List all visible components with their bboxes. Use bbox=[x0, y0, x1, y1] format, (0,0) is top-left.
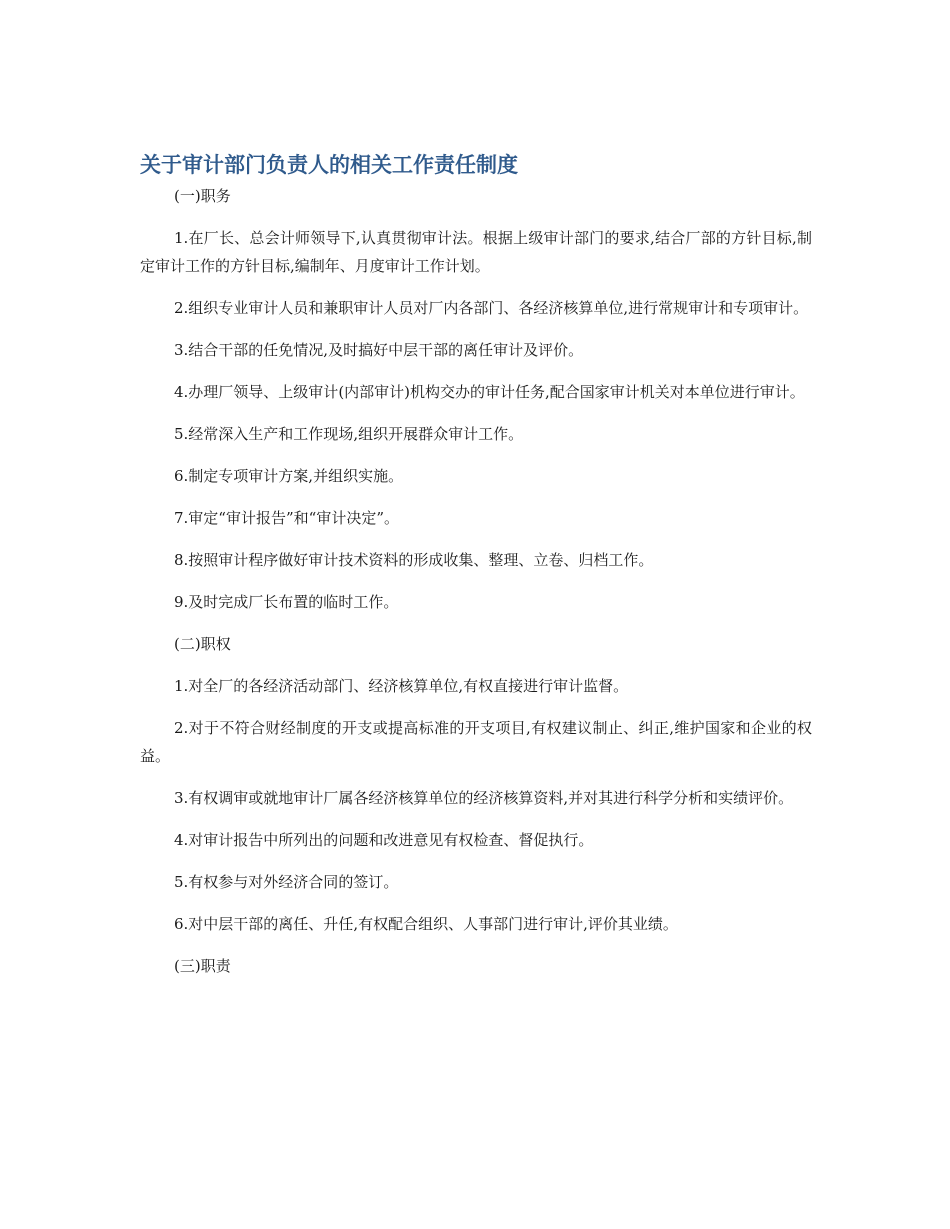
paragraph: 1.在厂长、总会计师领导下,认真贯彻审计法。根据上级审计部门的要求,结合厂部的方针目标,制定审计工作的方针目标,编制年、月度审计工作计划。 bbox=[140, 229, 812, 275]
paragraph: 3.结合干部的任免情况,及时搞好中层干部的离任审计及评价。 bbox=[174, 341, 584, 359]
paragraph: 1.对全厂的各经济活动部门、经济核算单位,有权直接进行审计监督。 bbox=[174, 677, 629, 695]
section-heading-powers: (二)职权 bbox=[174, 635, 231, 653]
paragraph: 6.对中层干部的离任、升任,有权配合组织、人事部门进行审计,评价其业绩。 bbox=[174, 915, 678, 933]
section-heading-duties: (一)职务 bbox=[174, 187, 231, 205]
section-heading-responsibilities: (三)职责 bbox=[174, 957, 231, 975]
paragraph: 2.组织专业审计人员和兼职审计人员对厂内各部门、各经济核算单位,进行常规审计和专项审计。 bbox=[174, 299, 809, 317]
paragraph: 9.及时完成厂长布置的临时工作。 bbox=[174, 593, 399, 611]
paragraph: 5.经常深入生产和工作现场,组织开展群众审计工作。 bbox=[174, 425, 524, 443]
paragraph: 4.对审计报告中所列出的问题和改进意见有权检查、督促执行。 bbox=[174, 831, 594, 849]
paragraph: 2.对于不符合财经制度的开支或提高标准的开支项目,有权建议制止、纠正,维护国家和企业的权益。 bbox=[140, 719, 812, 765]
paragraph: 5.有权参与对外经济合同的签订。 bbox=[174, 873, 399, 891]
paragraph: 3.有权调审或就地审计厂属各经济核算单位的经济核算资料,并对其进行科学分析和实绩评价。 bbox=[174, 789, 794, 807]
paragraph: 7.审定“审计报告”和“审计决定”。 bbox=[174, 509, 399, 527]
paragraph: 6.制定专项审计方案,并组织实施。 bbox=[174, 467, 404, 485]
document-body bbox=[140, 182, 812, 994]
document-title: 关于审计部门负责人的相关工作责任制度 bbox=[140, 153, 518, 177]
paragraph: 4.办理厂领导、上级审计(内部审计)机构交办的审计任务,配合国家审计机关对本单位进行审计。 bbox=[174, 383, 805, 401]
paragraph: 8.按照审计程序做好审计技术资料的形成收集、整理、立卷、归档工作。 bbox=[174, 551, 654, 569]
